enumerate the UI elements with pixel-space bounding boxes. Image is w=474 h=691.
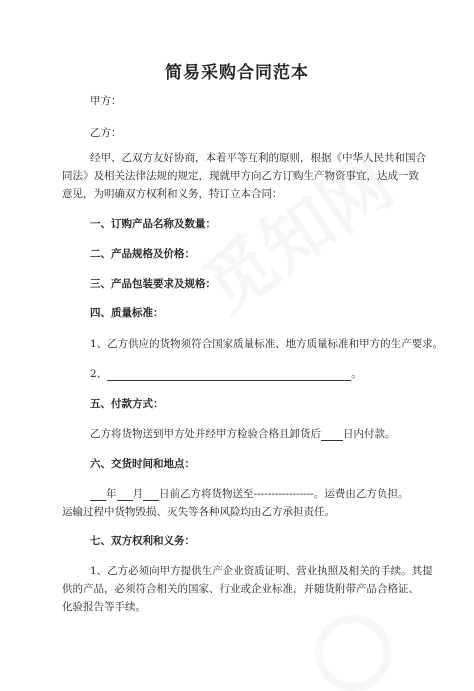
payment-line	[90, 428, 396, 441]
intro-line-3: 意见，为明确双方权利和义务，特订立本合同：	[62, 188, 283, 200]
section-7-heading: 七、双方权利和义务：	[90, 535, 195, 547]
doc-title: 简易采购合同范本	[165, 63, 309, 83]
section-1-heading: 一、订购产品名称及数量：	[90, 218, 216, 230]
quality-item-2-prefix: 2、	[90, 368, 108, 380]
delivery-year-label: 年	[106, 488, 117, 500]
payment-days-blank	[321, 429, 343, 441]
section-2-heading: 二、产品规格及价格：	[90, 248, 195, 260]
payment-text-b: 日内付款。	[343, 428, 396, 440]
intro-line-2: 同法》及相关法律法规的规定，现就甲方向乙方订购生产物资事宜，达成一致	[62, 170, 419, 182]
delivery-day-text: 日前乙方将货物送至	[159, 488, 254, 500]
delivery-line-1	[90, 488, 408, 501]
quality-item-2-suffix: 。	[351, 368, 362, 380]
delivery-tail-text: 。运费由乙方负担。	[313, 488, 409, 500]
section-6-heading: 六、交货时间和地点：	[90, 458, 195, 470]
party-b-label: 乙方：	[90, 127, 122, 139]
rights-line-2: 供的产品，必须符合相关的国家、行业或企业标准，并随货附带产品合格证、	[62, 583, 419, 595]
delivery-year-blank	[90, 489, 106, 501]
payment-text-a: 乙方将货物送到甲方处并经甲方检验合格且卸货后	[90, 428, 321, 440]
quality-item-1: 1、乙方供应的货物须符合国家质量标准、地方质量标准和甲方的生产要求。	[90, 338, 444, 350]
section-5-heading: 五、付款方式：	[90, 398, 164, 410]
rights-line-1: 1、乙方必须向甲方提供生产企业资质证明、营业执照及相关的手续。其提	[90, 565, 433, 577]
delivery-month-label: 月	[132, 488, 143, 500]
rights-line-3: 化验报告等手续。	[62, 601, 146, 613]
watermark-seal	[315, 615, 391, 691]
quality-item-2-blank	[107, 369, 351, 381]
delivery-line-2: 运输过程中货物毁损、灭失等各种风险均由乙方承担责任。	[62, 506, 335, 518]
delivery-day-blank	[143, 489, 159, 501]
section-3-heading: 三、产品包装要求及规格：	[90, 278, 216, 290]
intro-line-1: 经甲、乙双方友好协商，本着平等互利的原则，根据《中华人民共和国合	[90, 152, 426, 164]
quality-item-2	[90, 368, 362, 381]
section-4-heading: 四、质量标准：	[90, 307, 164, 319]
party-a-label: 甲方：	[90, 95, 122, 107]
delivery-month-blank	[117, 489, 133, 501]
delivery-place-dashes: -----------------	[253, 488, 314, 500]
